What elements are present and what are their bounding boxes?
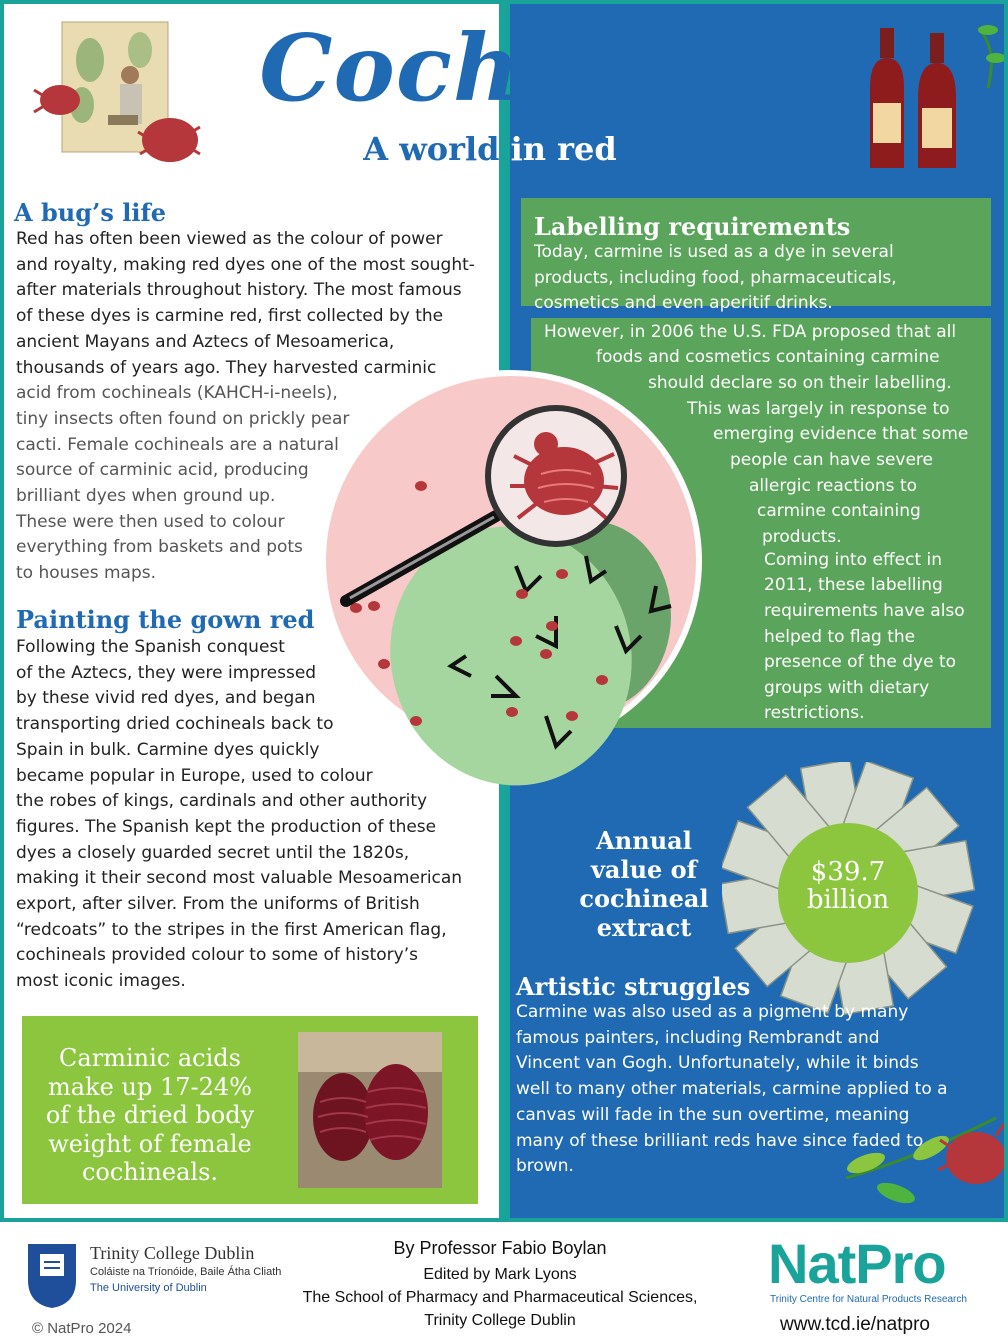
tcd-crest-icon	[24, 1240, 80, 1310]
text-line: famous painters, including Rembrandt and	[516, 1027, 880, 1048]
fact-line: Carminic acids	[59, 1044, 241, 1072]
text-line: brown.	[516, 1156, 574, 1177]
text-line: canvas will fade in the sun overtime, meaning	[516, 1104, 910, 1125]
tcd-name: Trinity College Dublin	[90, 1243, 255, 1263]
text-line: Spain in bulk. Carmine dyes quickly	[16, 739, 320, 760]
text-line: “redcoats” to the stripes in the first American flag,	[16, 919, 447, 940]
text-line: restrictions.	[764, 703, 865, 723]
text-line: most iconic images.	[16, 971, 186, 992]
value-unit: billion	[806, 885, 890, 915]
text-line: Coming into effect in	[764, 550, 943, 570]
painting-heading: Painting the gown red	[16, 605, 315, 634]
text-line: the robes of kings, cardinals and other authority	[16, 791, 428, 812]
text-line: presence of the dye to	[764, 652, 957, 672]
value-amount: $39.7	[810, 857, 886, 887]
text-line: figures. The Spanish kept the production of these	[16, 816, 437, 837]
leaf-bug-decoration	[836, 1098, 1004, 1208]
text-line: export, after silver. From the uniforms of British	[16, 894, 420, 915]
bugs-life-heading: A bug’s life	[14, 198, 167, 227]
labelling-intro	[534, 240, 897, 317]
text-line: 2011, these labelling	[764, 575, 943, 595]
text-line: transporting dried cochineals back to	[16, 714, 334, 735]
text-line: This was largely in response to	[687, 399, 950, 419]
text-line: making it their second most valuable Mesoamerican	[16, 868, 463, 889]
natpro-subtitle: Trinity Centre for Natural Products Research	[770, 1294, 967, 1305]
natpro-url[interactable]: www.tcd.ie/natpro	[780, 1314, 930, 1335]
text-line: carmine containing	[757, 501, 921, 521]
wine-bottles-illustration	[860, 8, 1004, 174]
text-line: allergic reactions to	[749, 476, 918, 496]
text-line: and royalty, making red dyes one of the most sought-	[16, 254, 475, 275]
text-line: dyes a closely guarded secret until the 1820s,	[16, 842, 410, 863]
text-line: tiny insects often found on prickly pear	[16, 408, 350, 429]
text-line: of these dyes is carmine red, first collected by the	[16, 306, 444, 327]
text-line: of the Aztecs, they were impressed	[16, 662, 317, 683]
label-line: Annual	[596, 826, 692, 855]
label-line: cochineal	[579, 884, 709, 913]
tcd-subtitle: The University of Dublin	[90, 1282, 207, 1294]
text-line: everything from baskets and pots	[16, 537, 303, 558]
text-line: brilliant dyes when ground up.	[16, 486, 276, 507]
text-line: Vincent van Gogh. Unfortunately, while it binds	[516, 1053, 919, 1074]
fact-line: make up 17-24%	[48, 1072, 252, 1101]
text-line: products.	[762, 527, 842, 547]
text-line: However, in 2006 the U.S. FDA proposed that all	[544, 322, 957, 342]
text-line: emerging evidence that some	[713, 424, 969, 444]
college: Trinity College Dublin	[424, 1312, 576, 1329]
page-title: Cochineal	[259, 14, 781, 122]
text-line: to houses maps.	[16, 563, 157, 584]
text-line: products, including food, pharmaceuticals,	[534, 267, 897, 288]
text-line: groups with dietary	[764, 678, 930, 698]
natpro-logo: NatPro	[768, 1232, 946, 1295]
author: By Professor Fabio Boylan	[393, 1238, 607, 1258]
text-line: These were then used to colour	[16, 511, 285, 532]
page-subtitle	[340, 130, 640, 168]
cactus-magnifier-illustration	[326, 376, 696, 806]
editor: Edited by Mark Lyons	[423, 1266, 577, 1283]
text-line: should declare so on their labelling.	[648, 373, 952, 393]
text-line: Following the Spanish conquest	[16, 637, 285, 657]
text-line: after materials throughout history. The most famous	[16, 280, 462, 301]
label-line: value of	[590, 855, 698, 884]
text-line: Red has often been viewed as the colour of power	[16, 229, 443, 249]
text-line: thousands of years ago. They harvested carminic	[16, 357, 437, 378]
fact-line: of the dried body	[45, 1101, 255, 1130]
artistic-heading: Artistic struggles	[516, 972, 751, 1001]
fact-line: weight of female	[48, 1129, 252, 1158]
annual-value	[778, 858, 918, 914]
text-line: cochineals provided colour to some of history’s	[16, 945, 418, 966]
cochineal-photo	[298, 1032, 442, 1188]
text-line: cosmetics and even aperitif drinks.	[534, 293, 833, 314]
labelling-heading: Labelling requirements	[534, 212, 851, 241]
text-line: source of carminic acid, producing	[16, 460, 309, 481]
text-line: became popular in Europe, used to colour	[16, 765, 373, 786]
fact-line: cochineals.	[81, 1158, 219, 1187]
fact-text	[34, 1044, 266, 1187]
text-line: Today, carmine is used as a dye in several	[534, 242, 894, 262]
tcd-irish-name: Coláiste na Tríonóide, Baile Átha Cliath	[90, 1266, 282, 1278]
cochineal-bugs-decoration	[30, 78, 210, 178]
school: The School of Pharmacy and Pharmaceutical Sciences,	[302, 1289, 698, 1306]
subtitle-part-1: A world	[363, 130, 500, 168]
text-line: ancient Mayans and Aztecs of Mesoamerica,	[16, 331, 395, 352]
text-line: helped to flag the	[764, 627, 916, 647]
subtitle-part-2: in red	[510, 130, 617, 168]
text-line: well to many other materials, carmine applied to a	[516, 1079, 948, 1100]
text-line: people can have severe	[730, 450, 933, 470]
text-line: many of these brilliant reds have since faded to	[516, 1130, 924, 1151]
label-line: extract	[596, 913, 692, 942]
annual-value-label	[570, 826, 718, 942]
copyright: © NatPro 2024	[32, 1320, 132, 1337]
text-line: acid from cochineals (KAHCH-i-neels),	[16, 383, 338, 404]
subtitle-space	[499, 130, 510, 168]
text-line: requirements have also	[764, 601, 965, 621]
text-line: cacti. Female cochineals are a natural	[16, 434, 339, 455]
text-line: Carmine was also used as a pigment by many	[516, 1002, 909, 1022]
text-line: foods and cosmetics containing carmine	[596, 347, 940, 367]
text-line: by these vivid red dyes, and began	[16, 688, 316, 709]
